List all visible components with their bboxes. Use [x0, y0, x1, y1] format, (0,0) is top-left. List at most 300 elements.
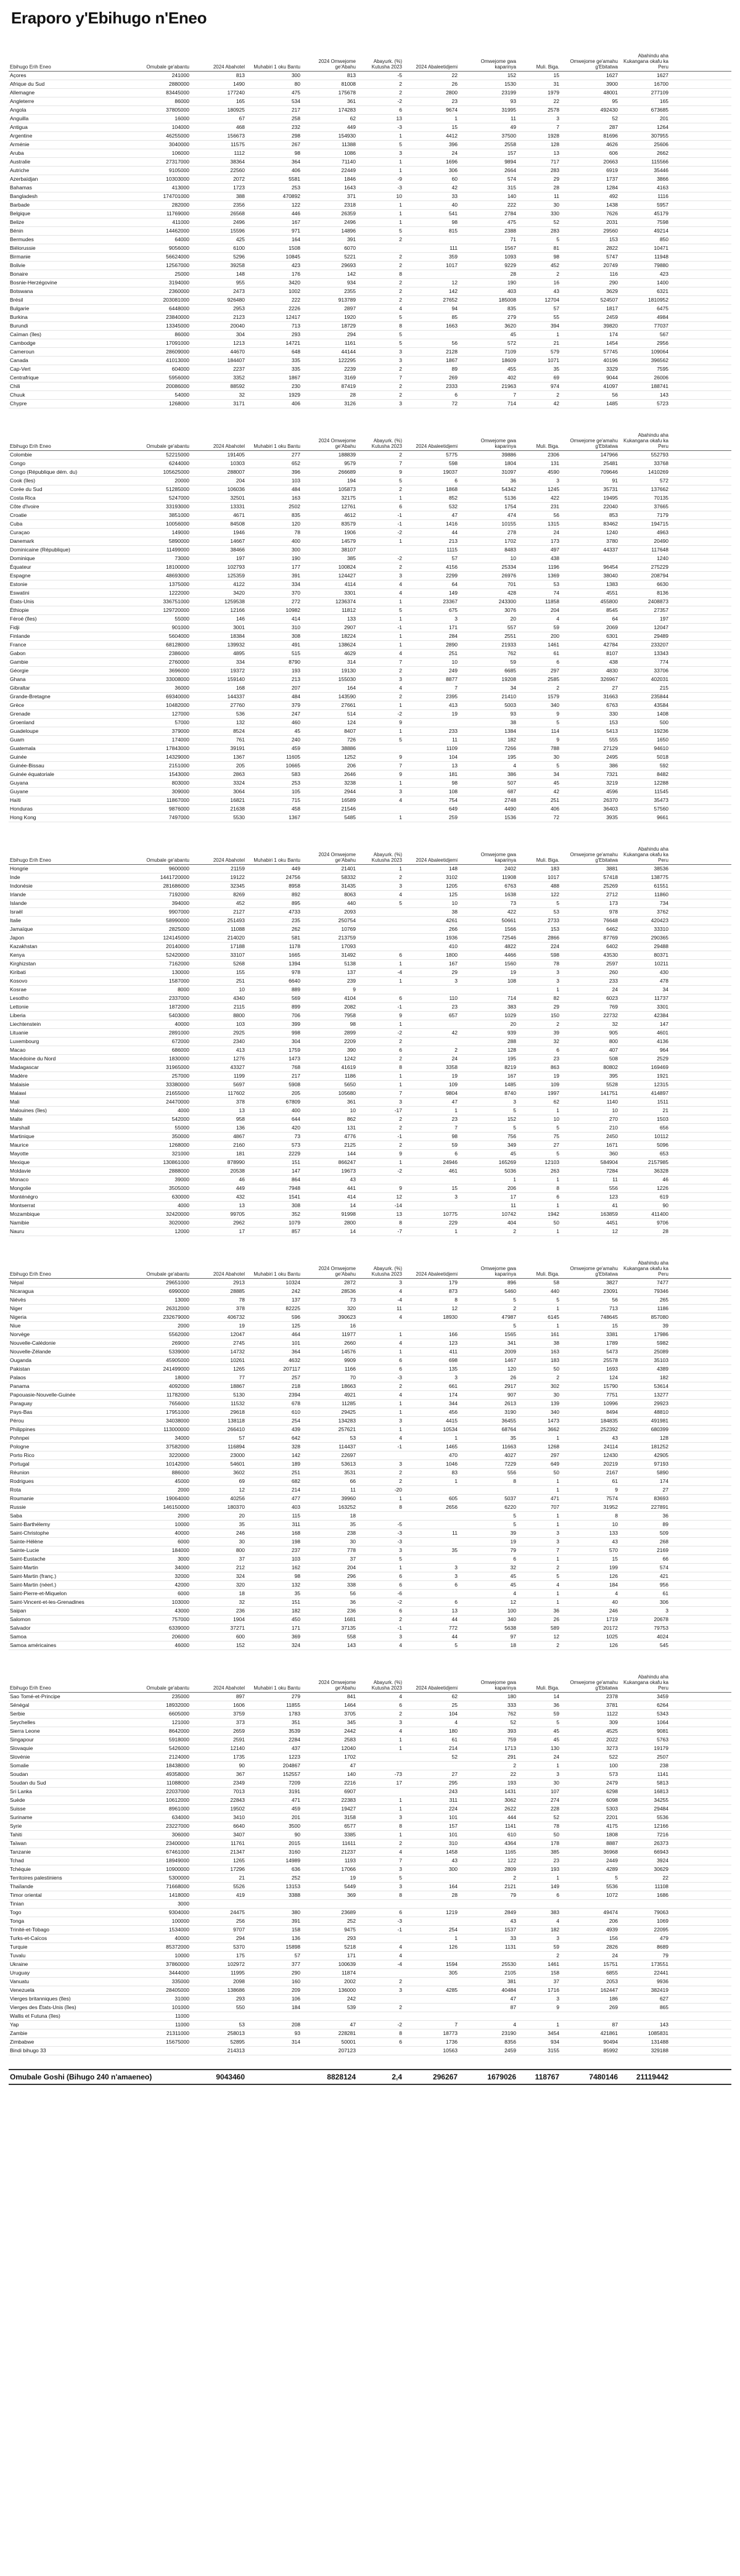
- table-cell: 143590: [338, 693, 356, 700]
- table-cell: 256: [236, 1918, 245, 1924]
- table-cell: 1: [556, 331, 559, 337]
- table-row: [9, 770, 731, 779]
- table-cell: 901000: [171, 624, 189, 630]
- table-row: [9, 1382, 731, 1391]
- table-cell: 34: [662, 986, 668, 993]
- table-cell: 19179: [654, 1745, 668, 1751]
- table-cell: 1367: [289, 814, 300, 820]
- table-cell: 144: [347, 1150, 356, 1157]
- table-cell: 158: [550, 1970, 559, 1976]
- table-cell: 1: [399, 210, 402, 217]
- table-row: [9, 1279, 731, 1287]
- table-header: [9, 43, 731, 72]
- table-cell: 5403000: [168, 1012, 189, 1018]
- table-cell: 18729: [341, 323, 356, 329]
- table-cell: 8: [399, 1064, 402, 1070]
- table-cell: 5723: [657, 400, 668, 407]
- table-cell: 72: [451, 400, 458, 407]
- row-label: Sri Lanka: [10, 1788, 32, 1794]
- table-cell: 11874: [341, 1970, 356, 1976]
- table-cell: 9579: [344, 460, 356, 466]
- table-cell: 413000: [171, 184, 189, 191]
- table-cell: 656: [659, 1125, 668, 1131]
- table-cell: 3759: [233, 1711, 245, 1717]
- table-row: [9, 1736, 731, 1744]
- table-cell: 2863: [233, 771, 245, 777]
- table-cell: 17296: [230, 1866, 245, 1872]
- table-cell: 9304000: [168, 1909, 189, 1915]
- table-cell: 72: [553, 814, 559, 820]
- table-cell: 330: [550, 210, 559, 217]
- table-cell: 1906: [344, 529, 356, 535]
- table-row: [9, 1616, 731, 1624]
- table-cell: [403, 2004, 459, 2012]
- table-cell: 3620: [504, 323, 516, 329]
- table-cell: 4: [556, 1918, 559, 1924]
- table-cell: 2944: [344, 788, 356, 795]
- table-cell: 4000: [178, 1202, 189, 1208]
- table-cell: 11545: [654, 788, 668, 795]
- table-cell: 2237: [233, 366, 245, 372]
- table-cell: 9706: [657, 1220, 668, 1226]
- table-row: [9, 1434, 731, 1443]
- table-cell: 1: [556, 1305, 559, 1311]
- table-cell: 432: [236, 1194, 245, 1200]
- table-cell: 1: [399, 616, 402, 622]
- table-cell: 173551: [651, 1961, 668, 1967]
- table-cell: 2000: [178, 1487, 189, 1493]
- table-cell: 68764: [501, 1426, 516, 1432]
- table-cell: 47: [451, 1099, 458, 1105]
- table-cell: 1438: [606, 202, 618, 208]
- table-cell: 5: [399, 1556, 402, 1562]
- table-cell: 11995: [230, 1970, 245, 1976]
- table-cell: 5370: [233, 1944, 245, 1950]
- row-label: Russie: [10, 1504, 26, 1510]
- table-cell: 2072: [233, 176, 245, 182]
- table-cell: 5890000: [168, 538, 189, 544]
- table-cell: 2157985: [648, 1159, 668, 1165]
- table-cell: 182: [659, 1374, 668, 1381]
- table-cell: 30: [553, 202, 559, 208]
- table-cell: 6855: [606, 1970, 618, 1976]
- table-cell: 2124000: [168, 1754, 189, 1760]
- table-cell: 37860000: [166, 1961, 189, 1967]
- table-cell: 7013: [233, 1788, 245, 1794]
- table-cell: 414: [291, 616, 300, 622]
- row-label: Népal: [10, 1279, 24, 1286]
- table-cell: 6: [399, 1047, 402, 1053]
- table-cell: 16813: [654, 1788, 668, 1794]
- table-cell: 26373: [654, 1840, 668, 1846]
- table-cell: 3: [556, 1996, 559, 2002]
- table-cell: 2913: [233, 1279, 245, 1286]
- table-cell: 4024: [657, 1633, 668, 1640]
- table-cell: 1465: [446, 1443, 458, 1450]
- total-label: Omubale Goshi (Bihugo 240 n'amaeneo): [10, 2073, 152, 2081]
- table-row: [9, 244, 731, 253]
- table-cell: 190: [507, 279, 516, 286]
- table-cell: 3: [399, 349, 402, 355]
- table-row: [9, 1124, 731, 1133]
- table-cell: 104000: [171, 124, 189, 130]
- table-cell: 167: [448, 960, 458, 967]
- table-cell: 33107: [230, 952, 245, 958]
- table-cell: 17066: [341, 1866, 356, 1872]
- table-cell: 126: [448, 1944, 458, 1950]
- column-header: Abahindu aha Kukangana okafu ka Peru: [623, 432, 668, 449]
- table-cell: 8494: [606, 1409, 618, 1415]
- table-cell: 1458: [446, 1849, 458, 1855]
- table-cell: 11948: [654, 254, 668, 260]
- table-cell: 20040: [230, 323, 245, 329]
- table-cell: 3881: [606, 865, 618, 872]
- table-cell: 132: [236, 719, 245, 725]
- table-cell: 13: [451, 1608, 458, 1614]
- table-cell: 715: [291, 797, 300, 803]
- table-cell: 1: [556, 1521, 559, 1527]
- table-cell: 20490: [654, 538, 668, 544]
- table-cell: 3: [399, 400, 402, 407]
- row-label: Tonga: [10, 1918, 25, 1924]
- table-cell: 6145: [548, 1314, 559, 1320]
- tables-container: [9, 43, 731, 2055]
- table-cell: 364: [291, 159, 300, 165]
- row-label: Kenya: [10, 952, 25, 958]
- table-cell: 98: [451, 780, 458, 786]
- table-cell: 3: [665, 1608, 668, 1614]
- table-row: [9, 701, 731, 710]
- table-cell: 251: [550, 797, 559, 803]
- table-cell: -2: [397, 555, 402, 561]
- column-header: Ebihugo Erih Eneo: [10, 1271, 51, 1277]
- table-cell: 184835: [600, 1418, 618, 1424]
- table-row: [9, 873, 731, 882]
- table-cell: 364: [291, 1348, 300, 1355]
- row-label: Arménie: [10, 141, 30, 147]
- table-cell: 3: [454, 616, 458, 622]
- table-cell: 1627: [606, 72, 618, 78]
- table-cell: 93: [510, 98, 516, 104]
- table-cell: 130: [550, 1745, 559, 1751]
- column-header: Omubale ge'abantu: [146, 857, 189, 863]
- table-cell: 178: [550, 1840, 559, 1846]
- table-cell: 115566: [651, 159, 668, 165]
- table-cell: 14579: [341, 538, 356, 544]
- table-cell: 4601: [657, 1030, 668, 1036]
- row-label: Somalie: [10, 1762, 29, 1769]
- table-cell: 7266: [504, 745, 516, 751]
- table-cell: 1461: [548, 642, 559, 648]
- table-section: [9, 422, 731, 822]
- table-cell: 423: [659, 271, 668, 277]
- table-cell: [403, 1995, 459, 2003]
- row-label: Aruba: [10, 150, 24, 156]
- table-cell: 1485: [504, 1081, 516, 1088]
- table-cell: 2402: [504, 865, 516, 872]
- table-cell: 3381: [606, 1331, 618, 1337]
- table-cell: 420: [291, 1125, 300, 1131]
- table-cell: 34000: [175, 1435, 189, 1441]
- table-cell: 9: [556, 737, 559, 743]
- row-label: Australie: [10, 159, 31, 165]
- table-cell: 26: [553, 1616, 559, 1622]
- table-cell: 204: [236, 477, 245, 484]
- table-cell: 24: [612, 1952, 618, 1959]
- table-cell: 29560: [603, 228, 618, 234]
- table-cell: 77: [239, 1374, 245, 1381]
- table-cell: 22560: [230, 167, 245, 173]
- table-cell: 288007: [227, 469, 245, 475]
- row-label: Guadeloupe: [10, 728, 39, 734]
- table-cell: [357, 986, 403, 994]
- table-cell: 4551: [606, 590, 618, 596]
- row-label: Zimbabwe: [10, 2039, 35, 2045]
- table-cell: 3301: [344, 590, 356, 596]
- table-row: [9, 1546, 731, 1555]
- column-header: Ebihugo Erih Eneo: [10, 444, 51, 449]
- row-label: Côte d'Ivoire: [10, 503, 39, 510]
- table-cell: 371: [347, 193, 356, 199]
- table-cell: 8887: [606, 1840, 618, 1846]
- table-cell: 596: [291, 1314, 300, 1320]
- table-cell: 11088: [230, 926, 245, 932]
- table-cell: -9: [397, 176, 402, 182]
- table-cell: 149000: [171, 529, 189, 535]
- table-cell: 4412: [446, 133, 458, 139]
- table-cell: 45905000: [166, 1357, 189, 1363]
- table-cell: 78: [294, 529, 300, 535]
- table-cell: 13331: [230, 503, 245, 510]
- table-cell: 56: [612, 392, 618, 398]
- table-cell: 10: [553, 1116, 559, 1122]
- table-cell: 78: [553, 1823, 559, 1829]
- table-cell: 1375000: [168, 581, 189, 587]
- table-cell: 214: [291, 1487, 300, 1493]
- table-cell: 478: [659, 978, 668, 984]
- table-row: [9, 977, 731, 986]
- table-cell: 44144: [341, 349, 356, 355]
- table-cell: 183: [550, 1357, 559, 1363]
- table-cell: 3: [399, 676, 402, 682]
- table-cell: 334: [291, 581, 300, 587]
- table-cell: 12: [239, 1487, 245, 1493]
- table-cell: 2: [399, 1038, 402, 1044]
- table-cell: 85: [451, 314, 458, 320]
- table-cell: 206000: [171, 1633, 189, 1640]
- table-cell: 4: [399, 685, 402, 691]
- table-cell: 2646: [344, 771, 356, 777]
- table-row: [9, 1753, 731, 1762]
- table-cell: 4027: [504, 1452, 516, 1458]
- table-row: [9, 1960, 731, 1969]
- table-cell: 100639: [338, 1961, 356, 1967]
- table-row: [9, 1072, 731, 1081]
- table-cell: 4156: [446, 564, 458, 570]
- table-cell: 35446: [654, 167, 668, 173]
- table-cell: 195: [507, 754, 516, 760]
- table-cell: 72546: [501, 935, 516, 941]
- table-row: [9, 1529, 731, 1538]
- table-cell: 7: [556, 124, 559, 130]
- row-label: Corée du Sud: [10, 486, 43, 492]
- table-cell: 2229: [289, 1150, 300, 1157]
- table-row: [9, 1607, 731, 1616]
- table-cell: 5: [513, 1297, 516, 1303]
- table-cell: 2: [513, 1228, 516, 1234]
- table-cell: 26312000: [166, 1305, 189, 1311]
- table-cell: 309000: [171, 788, 189, 795]
- table-cell: 4: [399, 650, 402, 656]
- row-label: Sierra Leone: [10, 1728, 40, 1734]
- table-cell: 1093: [504, 254, 516, 260]
- table-cell: 82225: [286, 1305, 300, 1311]
- table-cell: [403, 1202, 459, 1210]
- table-cell: 2760000: [168, 659, 189, 665]
- table-cell: 164: [448, 1883, 458, 1889]
- table-cell: 4867: [233, 1133, 245, 1139]
- table-cell: 4596: [606, 788, 618, 795]
- table-cell: 402: [507, 374, 516, 381]
- column-header: Muli. Biga.: [536, 1685, 559, 1691]
- table-cell: 572: [659, 477, 668, 484]
- table-cell: 16: [350, 1323, 356, 1329]
- table-row: [9, 1581, 731, 1590]
- table-cell: 11867000: [166, 797, 189, 803]
- table-cell: 8407: [344, 728, 356, 734]
- table-row: [9, 719, 731, 727]
- table-cell: 18100000: [166, 564, 189, 570]
- table-cell: 515: [291, 650, 300, 656]
- table-cell: 1: [399, 1426, 402, 1432]
- table-cell: 9: [399, 719, 402, 725]
- row-label: Caïman (îles): [10, 331, 42, 337]
- table-cell: 83579: [341, 521, 356, 527]
- table-cell: 10775: [443, 1211, 458, 1217]
- table-cell: 2917: [504, 1383, 516, 1389]
- row-label: Japon: [10, 935, 25, 941]
- table-cell: 45: [510, 1582, 516, 1588]
- table-cell: 10845: [286, 254, 300, 260]
- table-cell: 2169: [657, 1547, 668, 1553]
- table-cell: 304: [291, 1038, 300, 1044]
- table-row: [9, 1339, 731, 1348]
- table-cell: [403, 331, 459, 339]
- table-cell: 12047: [654, 624, 668, 630]
- table-cell: 406: [550, 806, 559, 812]
- table-cell: 335: [291, 366, 300, 372]
- table-row: [9, 779, 731, 788]
- table-cell: 167: [291, 219, 300, 225]
- table-cell: 455800: [600, 598, 618, 605]
- table-cell: 10211: [654, 960, 668, 967]
- table-cell: 20678: [654, 1616, 668, 1622]
- table-cell: 934: [550, 2039, 559, 2045]
- table-cell: 16589: [341, 797, 356, 803]
- table-cell: 20140000: [166, 943, 189, 949]
- table-cell: 1: [454, 115, 458, 122]
- table-cell: 707: [550, 1504, 559, 1510]
- table-cell: 39960: [341, 1495, 356, 1501]
- table-cell: 49474: [603, 1909, 618, 1915]
- table-cell: 42: [553, 788, 559, 795]
- table-cell: 2125: [344, 1142, 356, 1148]
- table-cell: 4175: [606, 1823, 618, 1829]
- table-cell: 2: [399, 1116, 402, 1122]
- row-label: Tuvalu: [10, 1952, 26, 1959]
- table-cell: 6298: [606, 1788, 618, 1794]
- table-cell: 12166: [654, 1823, 668, 1829]
- table-cell: 15: [451, 1185, 458, 1191]
- table-cell: 35: [294, 1590, 300, 1596]
- table-cell: 80802: [603, 1064, 618, 1070]
- table-cell: 5221: [344, 254, 356, 260]
- table-row: [9, 339, 731, 348]
- table-cell: 857: [291, 1228, 300, 1234]
- table-cell: 90494: [603, 2039, 618, 2045]
- table-cell: [357, 1176, 403, 1184]
- table-cell: -20: [394, 1487, 402, 1493]
- table-cell: 338: [347, 1582, 356, 1588]
- row-label: Réunion: [10, 1469, 30, 1476]
- table-cell: 1: [556, 1323, 559, 1329]
- table-cell: 2442: [344, 1728, 356, 1734]
- table-cell: 19: [451, 1073, 458, 1079]
- table-cell: 29: [451, 969, 458, 975]
- table-cell: 598: [448, 460, 458, 466]
- table-cell: 7: [454, 685, 458, 691]
- table-cell: 6000: [178, 1590, 189, 1596]
- table-cell: 10: [510, 555, 516, 561]
- table-cell: 262: [291, 926, 300, 932]
- table-cell: 241499000: [163, 1366, 189, 1372]
- table-cell: [357, 1753, 403, 1761]
- table-cell: 852: [448, 495, 458, 501]
- table-cell: 277: [291, 452, 300, 458]
- table-cell: 251493: [227, 917, 245, 923]
- table-cell: 3064: [233, 788, 245, 795]
- table-cell: 19: [451, 711, 458, 717]
- table-cell: 14462000: [166, 228, 189, 234]
- column-header: Omwejome ge'amahu g'Ebitatwa: [570, 438, 618, 449]
- table-cell: 12704: [545, 297, 559, 303]
- table-cell: 1665: [289, 952, 300, 958]
- table-cell: 8219: [504, 1064, 516, 1070]
- table-cell: 212: [236, 1564, 245, 1571]
- table-cell: 14732: [230, 1348, 245, 1355]
- table-cell: 217: [291, 1073, 300, 1079]
- table-cell: 73: [510, 900, 516, 906]
- table-cell: 4: [615, 1590, 618, 1596]
- table-cell: 166: [448, 1331, 458, 1337]
- table-cell: 290: [609, 279, 618, 286]
- table-cell: 1: [454, 1935, 458, 1941]
- total-cell: 118767: [535, 2073, 559, 2081]
- table-cell: 7958: [344, 1012, 356, 1018]
- table-cell: [403, 986, 459, 994]
- table-cell: 247: [291, 711, 300, 717]
- table-cell: 8800: [233, 1012, 245, 1018]
- table-cell: 30: [553, 754, 559, 760]
- table-cell: 642: [291, 1435, 300, 1441]
- table-cell: 17: [396, 1780, 402, 1786]
- table-cell: 5: [399, 141, 402, 147]
- row-label: Kiribati: [10, 969, 26, 975]
- column-header: Muli. Biga.: [536, 857, 559, 863]
- table-cell: 7209: [289, 1780, 300, 1786]
- table-cell: 68128000: [166, 642, 189, 648]
- row-label: Guinée équatoriale: [10, 771, 54, 777]
